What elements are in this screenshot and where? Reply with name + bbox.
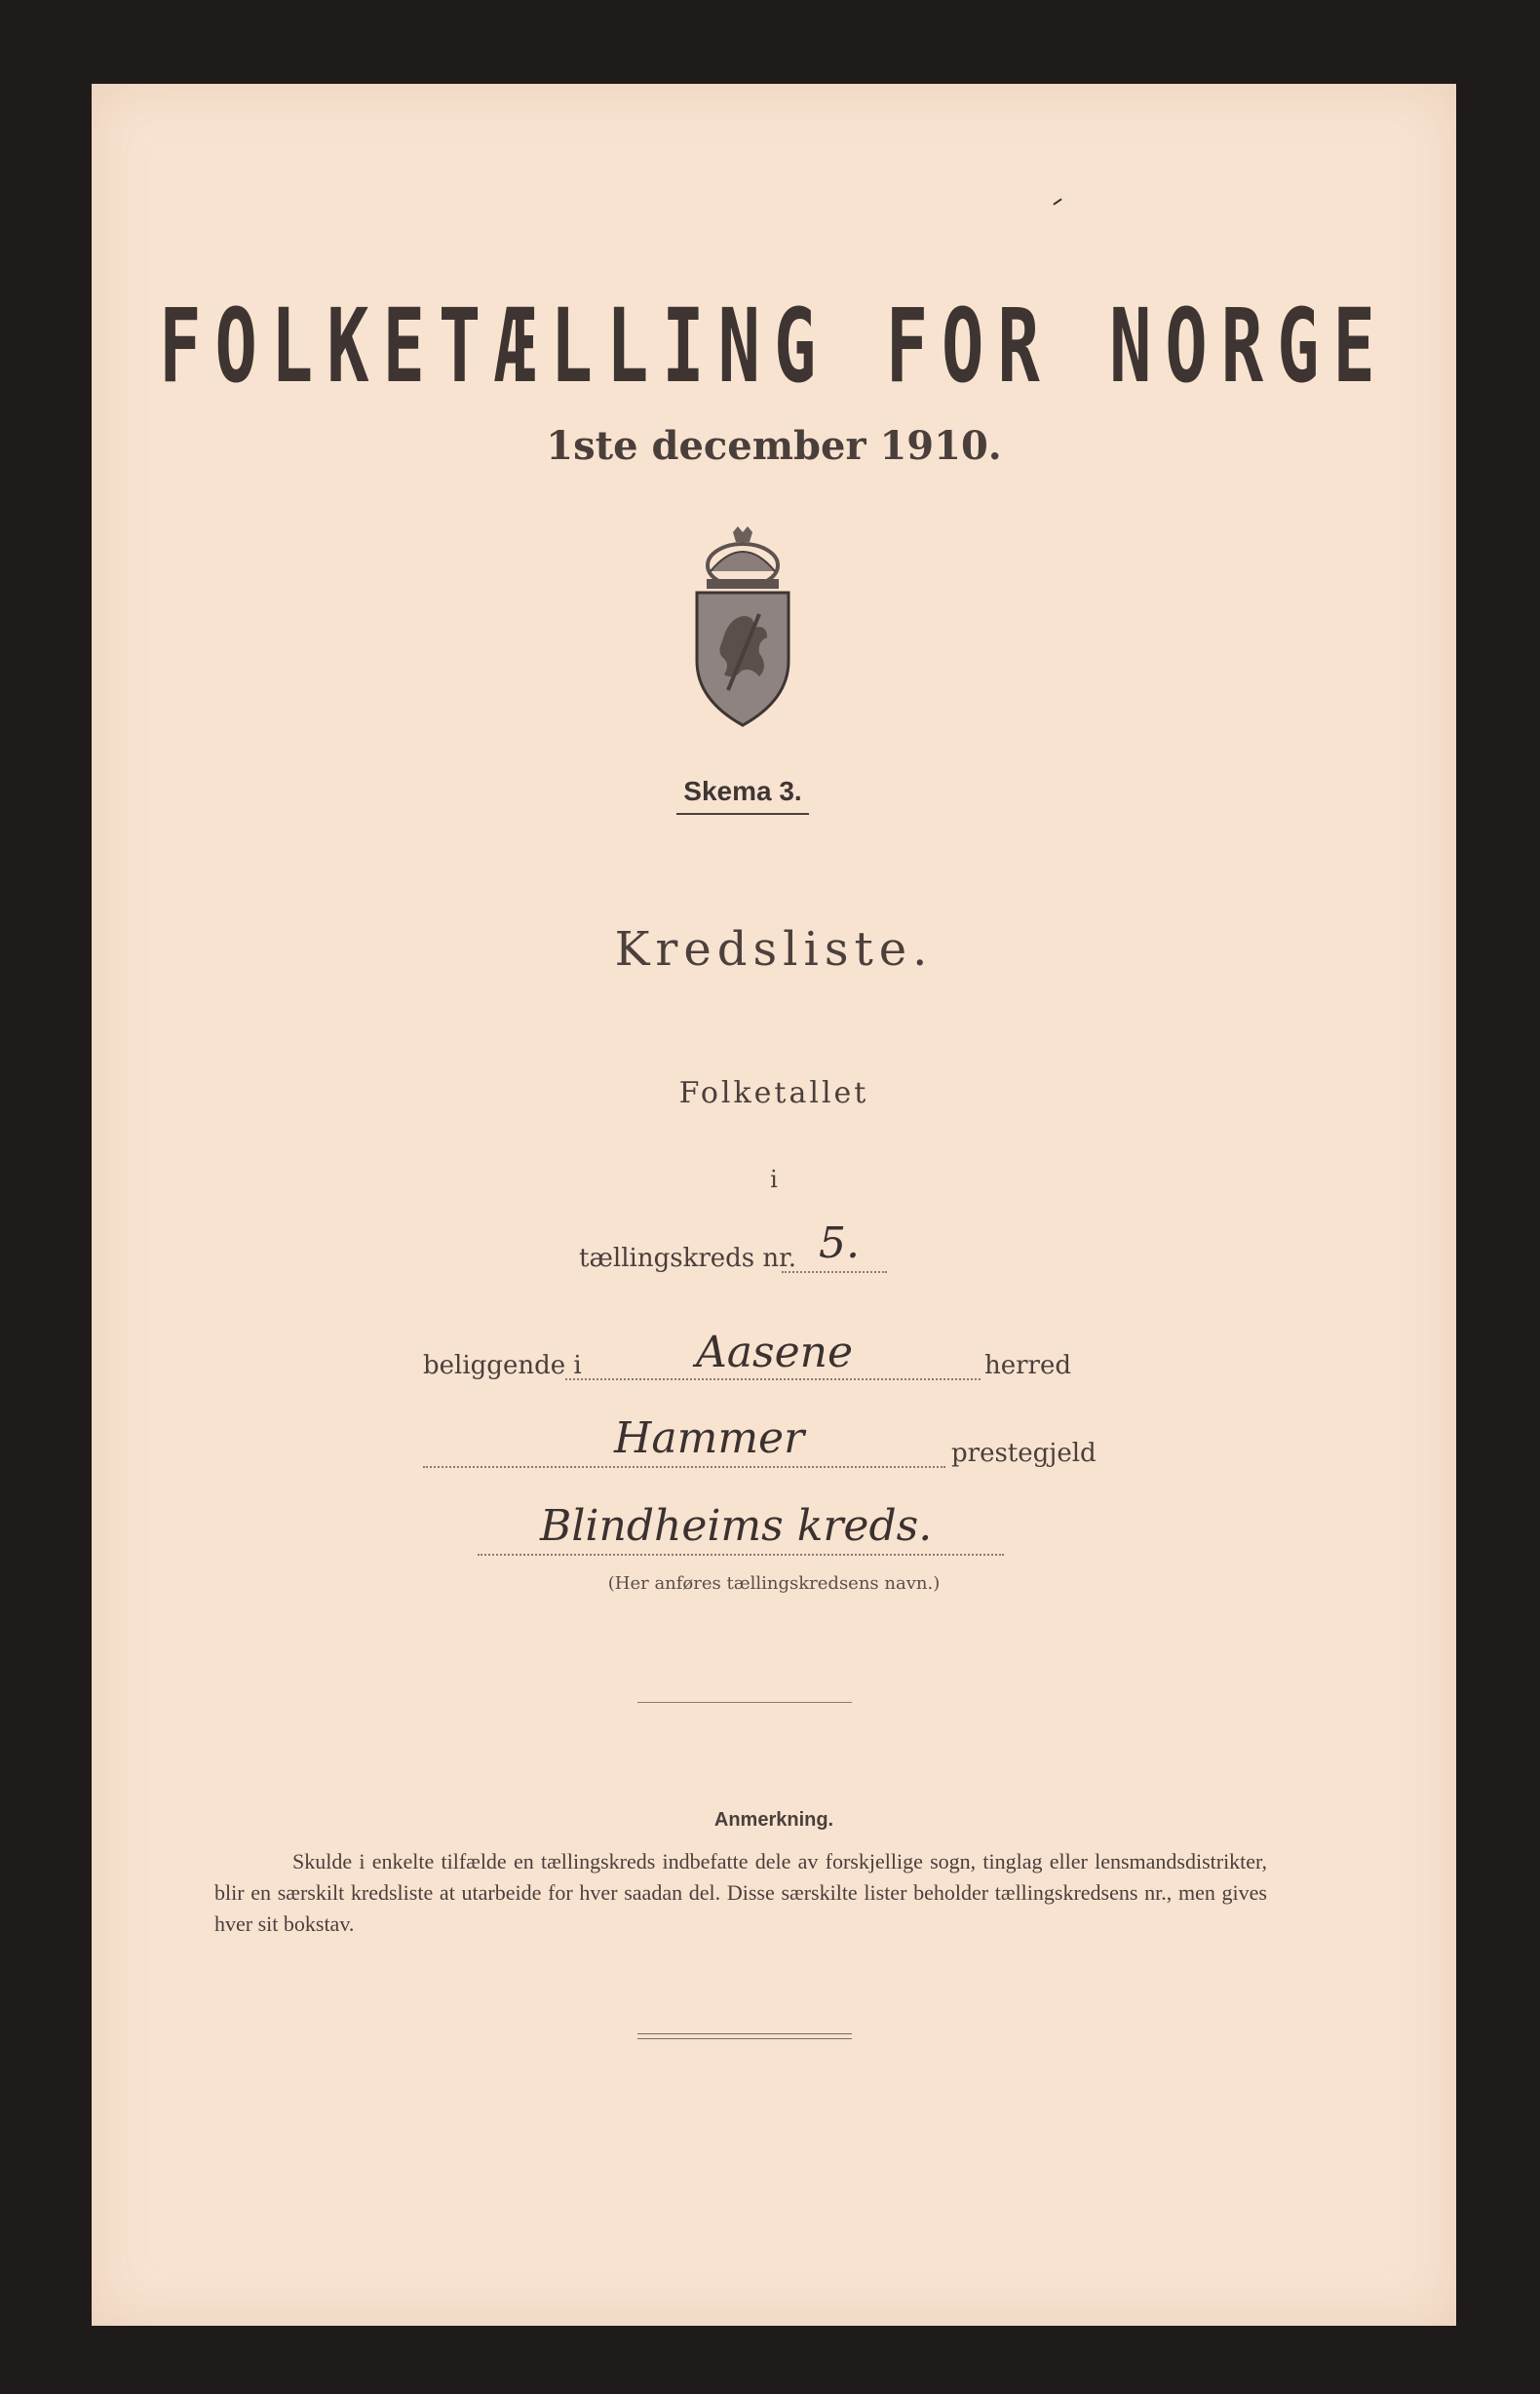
district-number-value: 5. [819, 1218, 860, 1268]
divider [637, 1702, 852, 1703]
census-form-page [92, 84, 1456, 2326]
norwegian-coat-of-arms-icon [689, 524, 796, 729]
census-date: 1ste december 1910. [546, 423, 1002, 469]
herred-value: Aasene [696, 1328, 854, 1377]
remark-text: Skulde i enkelte tilfælde en tællingskreds indbefatte dele av forskjellige sogn, tinglag eller lensmandsdistrikter, blir en særskilt kredsliste at utarbeide for hver saadan del. Disse særskilte lister beholder tællingskredsens nr., men gives hver sit bokstav. [214, 1849, 1267, 1936]
district-number-line [782, 1271, 887, 1273]
double-divider-top [637, 2033, 852, 2034]
herred-line [565, 1378, 981, 1380]
located-label: beliggende i [423, 1351, 582, 1380]
district-name-line [478, 1554, 1004, 1556]
remark-title: Anmerkning. [713, 1809, 834, 1831]
prestegjeld-label: prestegjeld [951, 1439, 1097, 1468]
form-heading: Kredsliste. [614, 922, 934, 977]
prestegjeld-value: Hammer [614, 1413, 805, 1463]
double-divider-bottom [637, 2038, 852, 2039]
district-name-hint: (Her anføres tællingskredsens navn.) [607, 1573, 941, 1594]
schema-number: Skema 3. [676, 776, 809, 815]
preposition-i: i [770, 1166, 778, 1193]
pen-mark [1053, 198, 1061, 205]
prestegjeld-line [423, 1466, 945, 1468]
form-subheading: Folketallet [678, 1076, 869, 1110]
district-name-value: Blindheims kreds. [540, 1501, 933, 1551]
district-label: tællingskreds nr. [579, 1244, 796, 1273]
document-title: FOLKETÆLLING FOR NORGE [159, 287, 1389, 405]
herred-label: herred [984, 1351, 1072, 1380]
